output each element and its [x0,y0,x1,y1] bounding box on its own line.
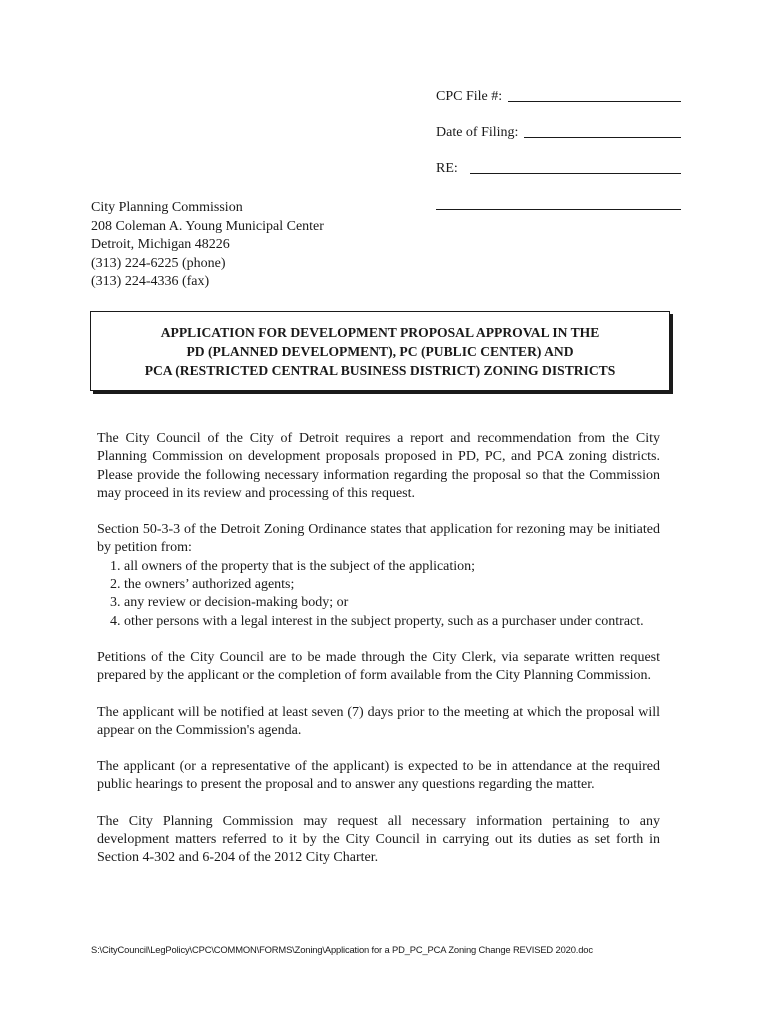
paragraph-notification: The applicant will be notified at least seven (7) days prior to the meeting at which the proposal will appear on the Commission's agenda. [97,704,660,738]
file-fields [436,70,681,214]
list-item: 2. the owners’ authorized agents; [124,576,660,594]
re-label: RE: [436,161,458,176]
date-of-filing-label: Date of Filing: [436,125,519,140]
re-second-line [436,178,681,214]
cpc-file-row [436,70,681,106]
application-title-box [90,311,670,391]
footer-file-path: S:\CityCouncil\LegPolicy\CPC\COMMON\FORMS\Zoning\Application for a PD_PC_PCA Zoning Change REVISED 2020.doc [91,944,593,955]
date-of-filing-blank [524,123,681,138]
paragraph-petitions: Petitions of the City Council are to be made through the City Clerk, via separate written request prepared by the applicant or the completion of form available from the City Planning Commission. [97,649,660,684]
paragraph-section: Section 50-3-3 of the Detroit Zoning Ordinance states that application for rezoning may be initiated by petition from: [97,522,660,556]
paragraph-intro: The City Council of the City of Detroit requires a report and recommendation from the City Planning Commission on development proposals proposed in PD, PC, and PCA zoning districts. Please provide the following necessary information regarding the proposal so that the Commission may proceed in its review and processing of this request. [97,431,660,501]
title-line: APPLICATION FOR DEVELOPMENT PROPOSAL APPROVAL IN THE [160,324,600,340]
petitioner-list [97,558,660,631]
address-line: Detroit, Michigan 48226 [91,237,230,252]
re-row [436,142,681,178]
address-line: 208 Coleman A. Young Municipal Center [91,218,324,234]
date-of-filing-row [436,106,681,142]
re-blank [470,159,681,174]
title-line: PCA (RESTRICTED CENTRAL BUSINESS DISTRICT) ZONING DISTRICTS [144,362,616,378]
list-item: 3. any review or decision-making body; or [124,594,660,612]
list-item: 1. all owners of the property that is the subject of the application; [124,558,660,576]
paragraph-attendance: The applicant (or a representative of the applicant) is expected to be in attendance at the required public hearings to present the proposal and to answer any questions regarding the matter. [97,759,660,793]
cpc-file-label: CPC File #: [436,89,503,104]
body-text [97,430,660,886]
title-line: PD (PLANNED DEVELOPMENT), PC (PUBLIC CENTER) AND [186,343,574,359]
fax-number: (313) 224-4336 (fax) [91,274,210,289]
re-second-blank [436,195,681,210]
address-line: City Planning Commission [91,200,243,215]
address-block [91,199,324,292]
list-item: 4. other persons with a legal interest in the subject property, such as a purchaser under contract. [124,613,660,631]
paragraph-information: The City Planning Commission may request all necessary information pertaining to any development matters referred to it by the City Council in carrying out its duties as set forth in Section 4-302 and 6-204 of the 2012 City Charter. [97,813,660,866]
cpc-file-blank [508,87,681,102]
phone-number: (313) 224-6225 (phone) [91,255,226,271]
